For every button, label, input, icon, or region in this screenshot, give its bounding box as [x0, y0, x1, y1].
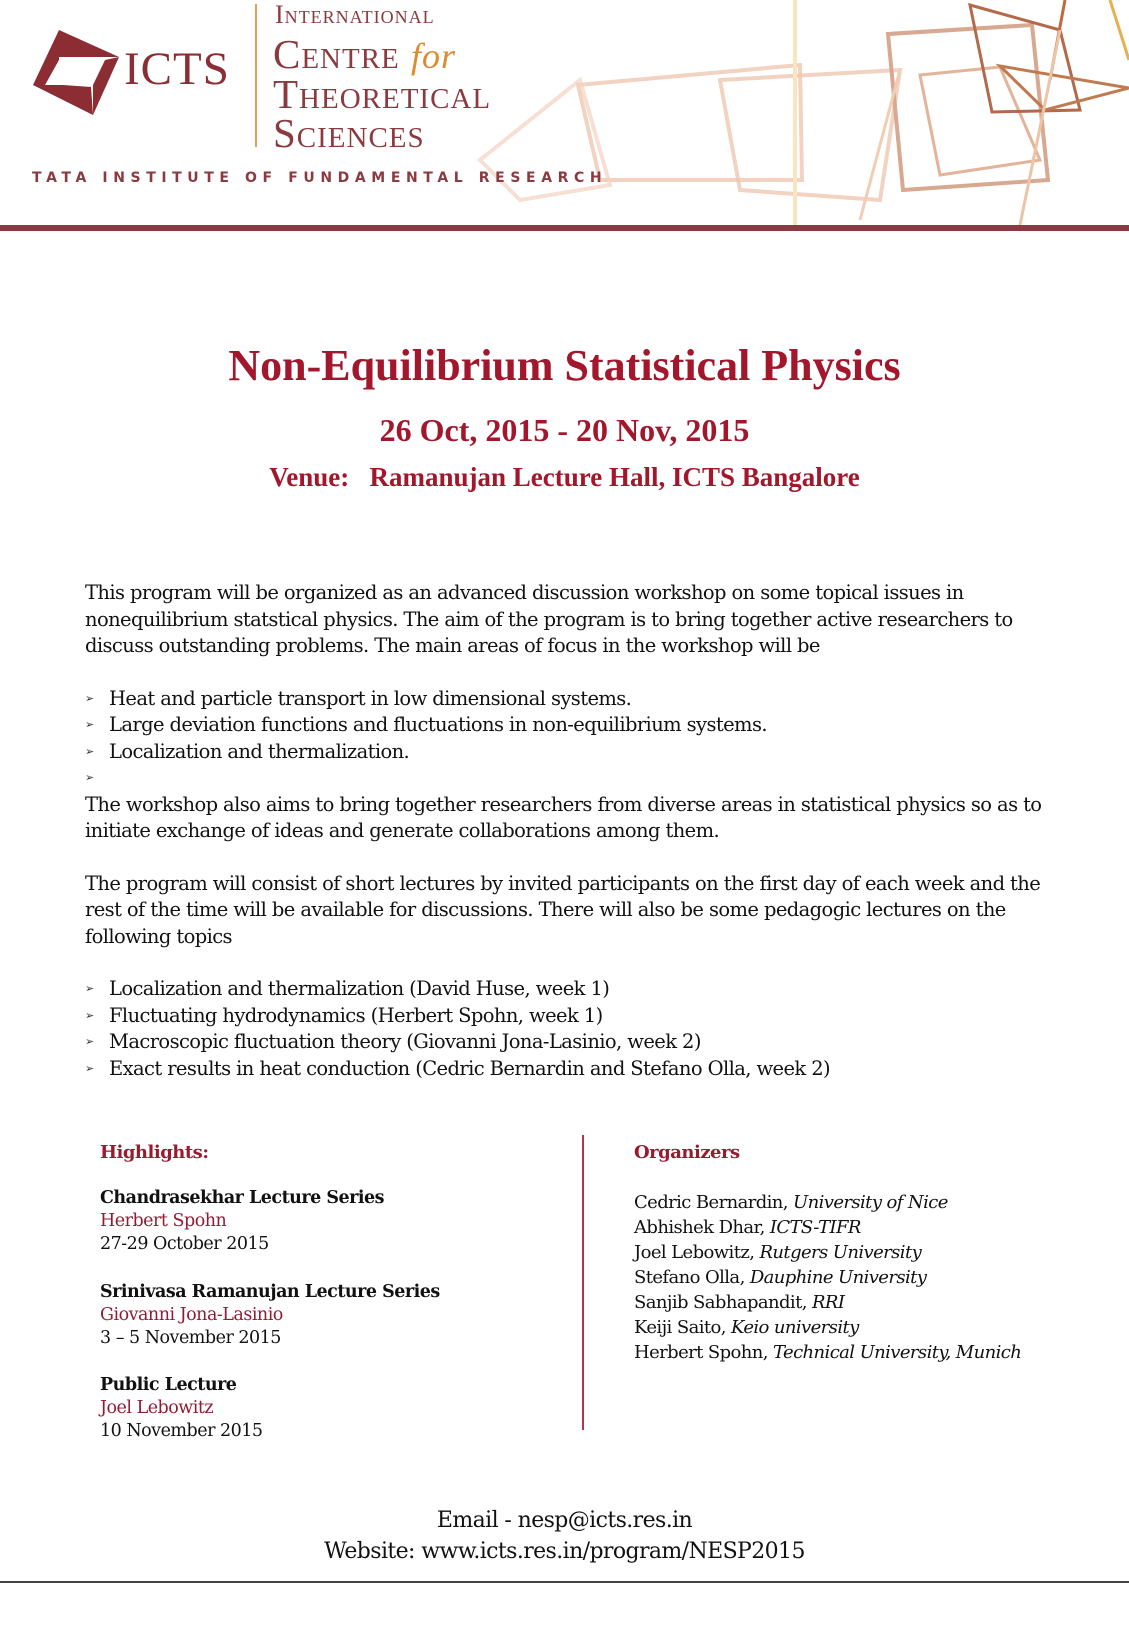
highlight-item [100, 1281, 440, 1350]
highlight-speaker: Joel Lebowitz [100, 1398, 214, 1418]
contact-email[interactable]: Email - nesp@icts.res.in [436, 1508, 693, 1533]
organizer: Stefano Olla, Dauphine University [634, 1267, 927, 1288]
header-rule [0, 225, 1129, 231]
bullet-arrow-icon: ➢ [85, 1061, 94, 1075]
organizer: Sanjib Sabhapandit, RRI [634, 1292, 845, 1313]
organizer: Abhishek Dhar, ICTS-TIFR [634, 1217, 861, 1238]
bullet-arrow-icon: ➢ [85, 1035, 94, 1048]
highlight-date: 27-29 October 2015 [100, 1234, 269, 1254]
highlight-item [100, 1187, 384, 1256]
list-item: ➢ Heat and particle transport in low dimensional systems. [85, 686, 1065, 713]
bullet-arrow-icon: ➢ [85, 771, 94, 784]
organizer: Herbert Spohn, Technical University, Munich [634, 1342, 1022, 1363]
institution-centre: Centre [273, 31, 400, 77]
list-item [85, 765, 1065, 792]
list-item: ➢ Localization and thermalization. [85, 739, 1065, 766]
lectures-paragraph: The program will consist of short lectures by invited participants on the first day of each week and the rest of the time will be available for discussions. There will also be some pedagogic lectures on the following topics [85, 871, 1041, 948]
highlight-date: 3 – 5 November 2015 [100, 1328, 281, 1348]
event-dates: 26 Oct, 2015 - 20 Nov, 2015 [379, 412, 750, 448]
list-item: ➢ Localization and thermalization (David Huse, week 1) [85, 976, 1065, 1003]
highlight-speaker: Giovanni Jona-Lasinio [100, 1305, 283, 1325]
parent-institute: TATA INSTITUTE OF FUNDAMENTAL RESEARCH [32, 170, 608, 186]
institution-line-1: International [275, 0, 435, 29]
institution-line-3: Theoretical [273, 71, 492, 117]
highlight-item [100, 1374, 263, 1443]
highlight-title: Chandrasekhar Lecture Series [100, 1188, 384, 1208]
column-divider [582, 1135, 584, 1430]
highlight-title: Srinivasa Ramanujan Lecture Series [100, 1282, 440, 1302]
event-venue [0, 462, 1129, 493]
decorative-geometric-art [0, 0, 1129, 225]
icts-logo-icon [33, 30, 125, 115]
logo-divider [255, 4, 257, 147]
bullet-arrow-icon: ➢ [85, 982, 94, 995]
event-title: Non-Equilibrium Statistical Physics [228, 341, 901, 390]
organizer: Cedric Bernardin, University of Nice [634, 1192, 948, 1213]
icts-logo-text: ICTS [124, 43, 230, 95]
list-item: ➢ Exact results in heat conduction (Cedric Bernardin and Stefano Olla, week 2) [85, 1056, 1065, 1083]
bullet-arrow-icon: ➢ [85, 718, 94, 731]
organizers-heading: Organizers [634, 1142, 740, 1163]
organizer: Keiji Saito, Keio university [634, 1317, 859, 1338]
venue-value: Ramanujan Lecture Hall, ICTS Bangalore [369, 462, 860, 492]
highlights-heading: Highlights: [100, 1142, 209, 1163]
organizer: Joel Lebowitz, Rutgers University [634, 1242, 922, 1263]
contact-website[interactable]: Website: www.icts.res.in/program/NESP2015 [324, 1539, 805, 1564]
highlight-speaker: Herbert Spohn [100, 1211, 227, 1231]
venue-label: Venue: [269, 462, 350, 492]
bullet-arrow-icon: ➢ [85, 744, 94, 758]
footer-rule [0, 1581, 1129, 1583]
list-item: ➢ Large deviation functions and fluctuations in non-equilibrium systems. [85, 712, 1065, 739]
institution-line-4: Sciences [273, 110, 425, 156]
organizers-list [634, 1190, 1021, 1365]
highlight-date: 10 November 2015 [100, 1421, 263, 1441]
highlight-title: Public Lecture [100, 1375, 237, 1395]
bullet-arrow-icon: ➢ [85, 691, 94, 705]
list-item: ➢ Macroscopic fluctuation theory (Giovanni Jona-Lasinio, week 2) [85, 1029, 1065, 1056]
list-item: ➢ Fluctuating hydrodynamics (Herbert Spohn, week 1) [85, 1003, 1065, 1030]
collaboration-paragraph: The workshop also aims to bring together researchers from diverse areas in statistical physics so as to initiate exchange of ideas and generate collaborations among them. [85, 792, 1042, 842]
program-description [85, 580, 1065, 1082]
header-banner [0, 0, 1129, 236]
institution-for: for [411, 36, 457, 76]
bullet-arrow-icon: ➢ [85, 1008, 94, 1022]
topics-list [85, 976, 1065, 1082]
focus-areas-list [85, 686, 1065, 792]
intro-paragraph: This program will be organized as an advanced discussion workshop on some topical issues in nonequilibrium statstical physics. The aim of the program is to bring together active researchers to discuss outstanding problems. The main areas of focus in the workshop will be [85, 581, 1013, 657]
